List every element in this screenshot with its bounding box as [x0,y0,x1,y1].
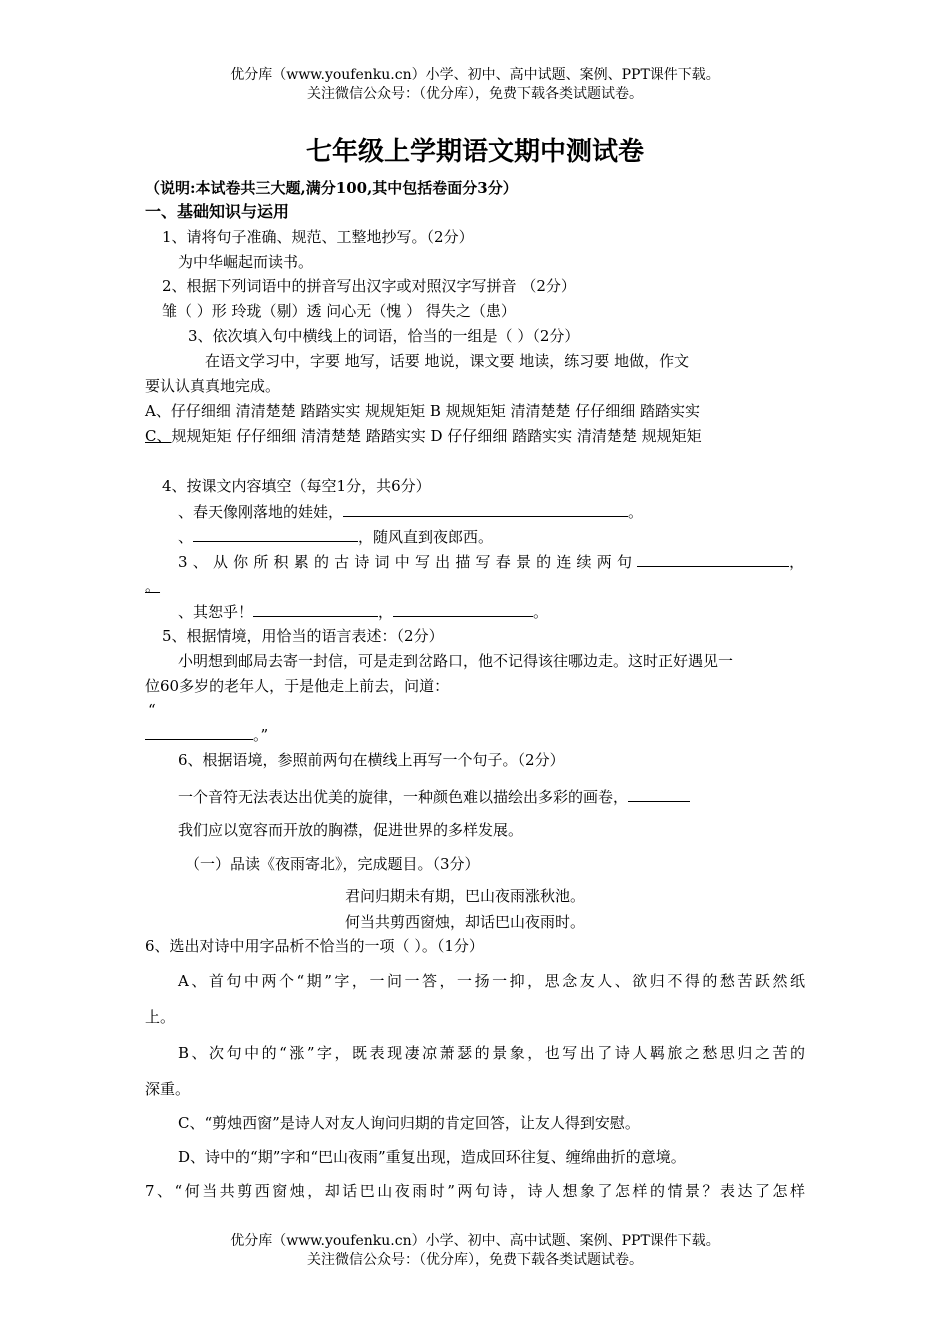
q4-line-4-text: 、其恕乎！ [178,603,254,621]
q4-line-3-end-mark: 。 [145,577,161,595]
answer-blank[interactable] [637,551,789,567]
q4-line-1-end: 。 [628,503,644,521]
exam-note: （说明:本试卷共三大题,满分100,其中包括卷面分3分） [145,179,518,197]
question-6b: 6、选出对诗中用字品析不恰当的一项（ ）。（1分） [145,937,484,955]
option-d: D、诗中的“期”字和“巴山夜雨”重复出现，造成回环往复、缠绵曲折的意境。 [178,1148,686,1166]
option-b-line-2: 深重。 [145,1080,191,1098]
question-7: 7、“何当共剪西窗烛，却话巴山夜雨时”两句诗，诗人想象了怎样的情景？表达了怎样 [145,1182,805,1200]
question-4: 4、按课文内容填空（每空1分，共6分） [162,477,431,495]
q6-line-1-text: 一个音符无法表达出优美的旋律，一种颜色难以描绘出多彩的画卷， [178,788,629,806]
question-3-sentence-2: 要认认真真地完成。 [145,377,281,395]
section-heading-1: 一、基础知识与运用 [145,202,290,221]
q4-line-3-comma: ， [789,553,805,571]
question-5-quote-open: “ [148,701,156,719]
question-3-options-cd [145,426,702,446]
question-5-paragraph-2: 位60多岁的老年人，于是他走上前去，问道： [145,677,450,695]
q4-line-2-text: ，随风直到夜郎西。 [358,528,494,546]
answer-blank[interactable] [393,601,533,617]
poem-line-1: 君问归期未有期，巴山夜雨涨秋池。 [345,887,586,905]
question-1: 1、请将句子准确、规范、工整地抄写。（2分） [162,228,474,246]
option-b-line-1: B、次句中的“涨”字，既表现凄凉萧瑟的景象，也写出了诗人羁旅之愁思归之苦的 [178,1044,805,1062]
question-5: 5、根据情境，用恰当的语言表述：（2分） [162,627,444,645]
question-3-sentence-1: 在语文学习中，字要 地写，话要 地说，课文要 地读，练习要 地做，作文 [205,352,690,370]
answer-blank[interactable] [343,501,628,517]
footer-line-1: 优分库（www.youfenku.cn）小学、初中、高中试题、案例、PPT课件下载。 [230,1233,720,1249]
q4-line-2-prefix: 、 [178,528,194,546]
question-5-quote-close: 。” [253,726,269,744]
option-cd-text: 规规矩矩 仔仔细细 清清楚楚 踏踏实实 D 仔仔细细 踏踏实实 清清楚楚 规规矩矩 [171,427,702,445]
header-line-2: 关注微信公众号：（优分库），免费下载各类试题试卷。 [307,86,643,102]
poem-line-2: 何当共剪西窗烛，却话巴山夜雨时。 [345,913,586,931]
answer-blank[interactable] [628,786,690,802]
question-3-options-ab: A、仔仔细细 清清楚楚 踏踏实实 规规矩矩 B 规规矩矩 清清楚楚 仔仔细细 踏踏实实 [145,402,701,420]
question-4-line-3-end [145,576,160,596]
option-c: C、“剪烛西窗”是诗人对友人询问归期的肯定回答，让友人得到安慰。 [178,1114,640,1132]
option-c-label: C、 [145,427,172,445]
option-a-line-1: A、首句中两个“期”字，一问一答，一扬一抑，思念友人、欲归不得的愁苦跃然纸 [178,972,805,990]
question-4-line-3 [178,551,805,572]
question-1-sentence: 为中华崛起而读书。 [178,253,314,271]
question-4-line-4 [178,601,548,622]
answer-blank[interactable] [145,724,253,740]
question-5-answer-line [145,724,268,745]
question-6-line-2: 我们应以宽容而开放的胸襟，促进世界的多样发展。 [178,821,524,839]
q4-line-1-text: 、春天像刚落地的娃娃， [178,503,344,521]
header-line-1: 优分库（www.youfenku.cn）小学、初中、高中试题、案例、PPT课件下载。 [230,67,720,83]
question-2-words: 雏（ ）形 玲珑（剔）透 问心无（愧 ） 得失之（患） [162,302,516,320]
q4-line-4-end: 。 [533,603,549,621]
q4-line-4-comma: ， [378,603,394,621]
footer-line-2: 关注微信公众号：（优分库），免费下载各类试题试卷。 [307,1252,643,1268]
question-3: 3、依次填入句中横线上的词语，恰当的一组是（ ）（2分） [188,327,580,345]
answer-blank[interactable] [253,601,378,617]
question-6-line-1 [178,786,690,807]
reading-part-heading: （一）品读《夜雨寄北》，完成题目。（3分） [185,855,480,873]
page-title: 七年级上学期语文期中测试卷 [305,137,644,167]
q4-line-3-text: 3、从你所积累的古诗词中写出描写春景的连续两句 [178,553,638,571]
option-a-line-2: 上。 [145,1008,176,1026]
question-2: 2、根据下列词语中的拼音写出汉字或对照汉字写拼音 （2分） [162,277,576,295]
answer-blank[interactable] [193,526,358,542]
question-4-line-2 [178,526,493,547]
question-4-line-1 [178,501,643,522]
question-6: 6、根据语境，参照前两句在横线上再写一个句子。（2分） [178,751,565,769]
question-5-paragraph-1: 小明想到邮局去寄一封信，可是走到岔路口，他不记得该往哪边走。这时正好遇见一 [178,652,734,670]
